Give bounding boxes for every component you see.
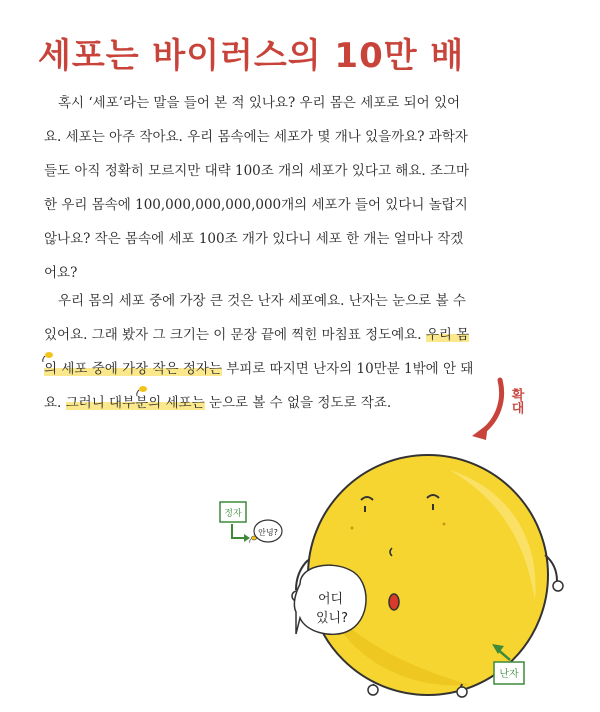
sperm-label-arrow-icon	[232, 524, 250, 542]
paragraph-intro: 혹시 ‘세포’라는 말을 들어 본 적 있나요? 우리 몸은 세포로 되어 있어요. 세포는 아주 작아요. 우리 몸속에는 세포가 몇 개나 있을까요? 과학자들도 아직 정확히 모르지만 대략 100조 개의 세포가 있다고 해요. 조그마한 우리 몸속에 100,000,000,000,000개의 세포가 들어 있다니 놀랍지 않나요? 작은 몸속에 세포 100조 개가 있다니 세포 한 개는 얼마나 작겠어요?	[44, 95, 470, 281]
sperm-label-box	[220, 502, 246, 522]
sperm-label: 정자	[224, 509, 242, 519]
paragraph-text: 우리 몸의 세포 중에 가장 큰 것은 난자 세포예요. 난자는 눈으로 볼 수 있어요. 그래 봤자 그 크기는 이 문장 끝에 찍힌 마침표 정도예요.	[44, 293, 466, 343]
sperm-marker-icon	[43, 352, 53, 362]
sperm-icon	[250, 536, 257, 543]
sperm-speech: 안녕?	[258, 528, 278, 537]
paragraph-text: 눈으로 볼 수 없을 정도로 작죠.	[204, 395, 392, 411]
egg-speech-line2: 있니?	[316, 611, 349, 626]
highlighted-text: 우리 몸의 세포 중에 가장 작은 정자는	[44, 327, 470, 377]
highlighted-text: 그러니 대부분의 세포는	[65, 395, 205, 411]
egg-speech-bubble	[294, 565, 366, 634]
egg-label: 난자	[499, 669, 519, 680]
zoom-label: 확대	[508, 388, 524, 414]
egg-label-box	[494, 662, 524, 684]
paragraph-text: 부피로 따지면 난자의 10만분 1밖에 안 돼요.	[44, 361, 474, 411]
page-title: 세포는 바이러스의 10만 배	[38, 36, 465, 76]
zoom-arrow-icon	[472, 380, 502, 440]
sperm-marker-icon	[137, 386, 147, 396]
sperm-speech-bubble	[254, 520, 282, 542]
egg-speech-line1: 어디	[318, 592, 344, 607]
